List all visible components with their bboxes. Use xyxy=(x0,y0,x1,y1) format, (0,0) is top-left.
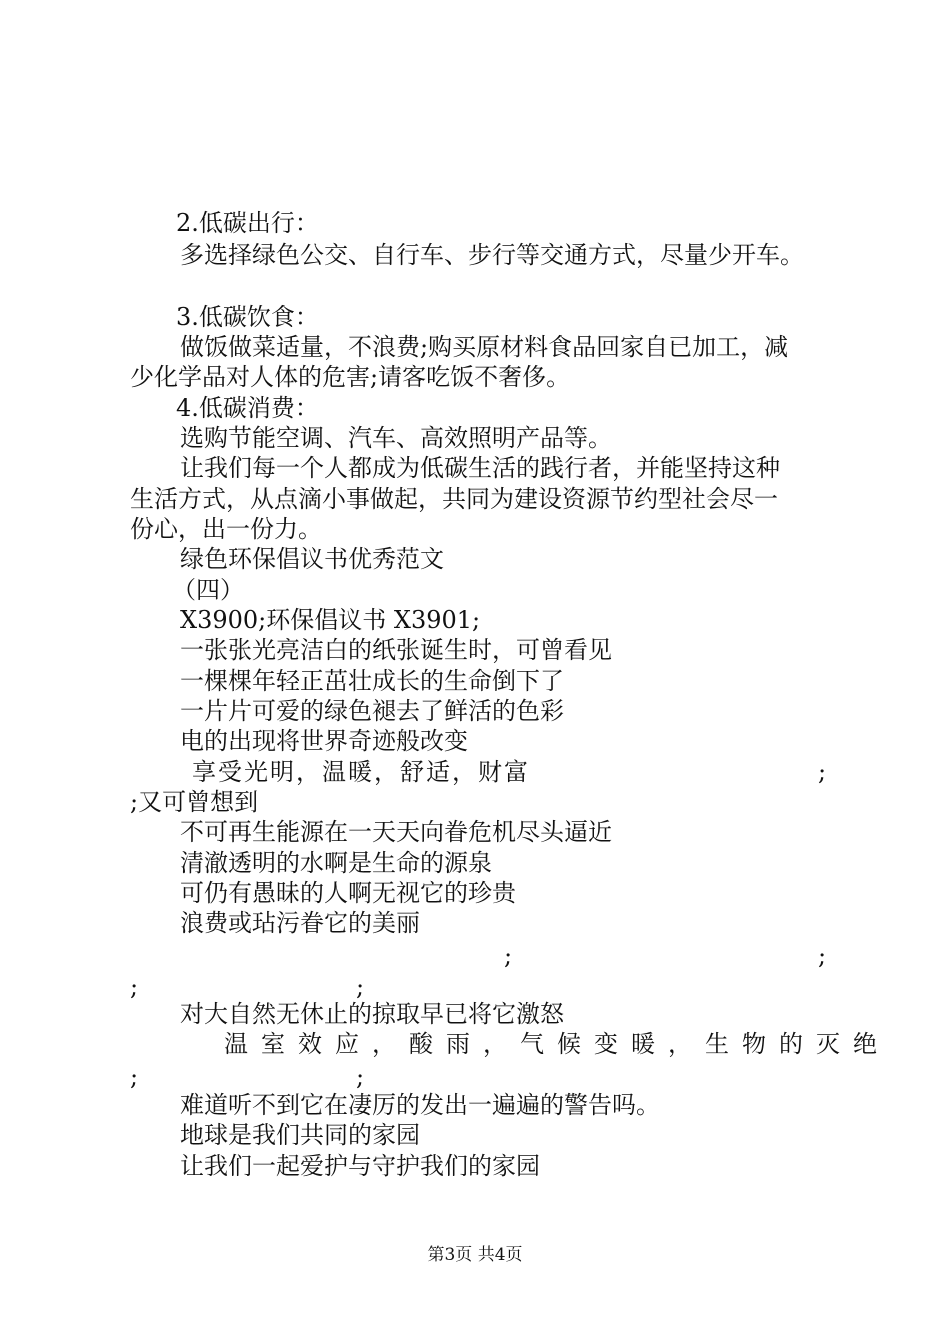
poem-line-7: 不可再生能源在一天天向眷危机尽头逼近 xyxy=(180,818,612,846)
paragraph-call-line-3: 份心，出一份力。 xyxy=(130,515,322,543)
paragraph-low-carbon-consumption: 选购节能空调、汽车、高效照明产品等。 xyxy=(180,424,612,452)
section-marker: （四） xyxy=(172,576,244,604)
poem-line-9: 可仍有愚昧的人啊无视它的珍贵 xyxy=(180,879,516,907)
document-codes: X3900;环保倡议书 X3901; xyxy=(180,606,481,634)
article-title: 绿色环保倡议书优秀范文 xyxy=(180,545,444,573)
page-footer xyxy=(0,1244,950,1266)
poem-line-12: 温室效应，酸雨，气候变暖，生物的灭绝 xyxy=(224,1030,890,1058)
poem-line-2: 一棵棵年轻正茁壮成长的生命倒下了 xyxy=(180,667,564,695)
poem-line-6: ;又可曾想到 xyxy=(130,788,259,816)
heading-low-carbon-travel: 2.低碳出行： xyxy=(176,209,319,237)
poem-line-4: 电的出现将世界奇迹般改变 xyxy=(180,727,468,755)
poem-line-14: 地球是我们共同的家园 xyxy=(180,1121,420,1149)
paragraph-call-line-1: 让我们每一个人都成为低碳生活的践行者，并能坚持这种 xyxy=(180,454,780,482)
paragraph-call-line-2: 生活方式，从点滴小事做起，共同为建设资源节约型社会尽一 xyxy=(130,485,778,513)
poem-line-3: 一片片可爱的绿色褪去了鲜活的色彩 xyxy=(180,697,564,725)
semicolon-mark: ; xyxy=(130,973,139,1001)
poem-line-11: 对大自然无休止的掠取早已将它激怒 xyxy=(180,1000,564,1028)
paragraph-low-carbon-diet-line-2: 少化学品对人体的危害;请客吃饭不奢侈。 xyxy=(130,363,571,391)
page-number: 第3页 共4页 xyxy=(427,1245,523,1265)
semicolon-mark: ; xyxy=(130,1063,139,1091)
poem-line-8: 清澈透明的水啊是生命的源泉 xyxy=(180,849,492,877)
semicolon-mark: ; xyxy=(818,758,827,786)
heading-low-carbon-diet: 3.低碳饮食： xyxy=(176,303,319,331)
semicolon-mark: ; xyxy=(818,942,827,970)
poem-line-5: 享受光明，温暖，舒适，财富 xyxy=(192,758,530,786)
heading-low-carbon-consumption: 4.低碳消费： xyxy=(176,394,319,422)
poem-line-15: 让我们一起爱护与守护我们的家园 xyxy=(180,1152,540,1180)
poem-line-13: 难道听不到它在凄厉的发出一遍遍的警告吗。 xyxy=(180,1091,660,1119)
paragraph-low-carbon-travel: 多选择绿色公交、自行车、步行等交通方式，尽量少开车。 xyxy=(180,241,804,269)
semicolon-mark: ; xyxy=(356,1063,365,1091)
paragraph-low-carbon-diet-line-1: 做饭做菜适量，不浪费;购买原材料食品回家自已加工，减 xyxy=(180,333,789,361)
semicolon-mark: ; xyxy=(356,973,365,1001)
poem-line-10: 浪费或玷污眷它的美丽 xyxy=(180,909,420,937)
semicolon-mark: ; xyxy=(504,942,513,970)
poem-line-1: 一张张光亮洁白的纸张诞生时，可曾看见 xyxy=(180,636,612,664)
